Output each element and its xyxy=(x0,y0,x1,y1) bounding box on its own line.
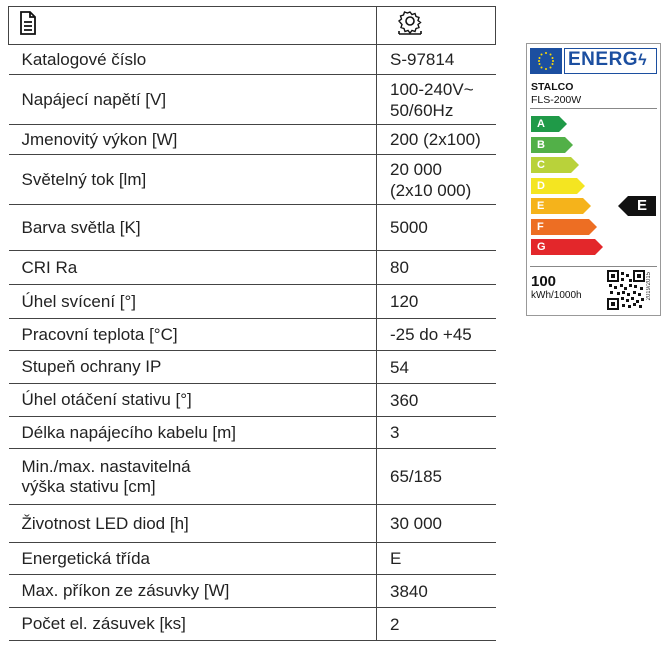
spec-label: Max. příkon ze zásuvky [W] xyxy=(21,581,230,600)
spec-value: E xyxy=(377,543,496,575)
spec-value: 100-240V~ 50/60Hz xyxy=(377,75,496,125)
spec-label: Pracovní teplota [°C] xyxy=(21,324,178,344)
energy-label-model: FLS-200W xyxy=(531,94,582,106)
spec-label: Napájecí napětí [V] xyxy=(21,89,167,109)
spec-row xyxy=(9,285,496,319)
spec-value: 3840 xyxy=(377,575,496,608)
spec-label: Energetická třída xyxy=(21,548,151,568)
spec-value: 120 xyxy=(377,285,496,319)
spec-row xyxy=(9,319,496,351)
spec-row xyxy=(9,505,496,543)
spec-value: 200 (2x100) xyxy=(377,125,496,155)
gear-icon xyxy=(397,9,423,42)
spec-value: 30 000 xyxy=(377,505,496,543)
spec-value: 80 xyxy=(377,251,496,285)
spec-row xyxy=(9,155,496,205)
spec-row xyxy=(9,543,496,575)
spec-label: Min./max. nastavitelná výška stativu [cm] xyxy=(21,456,191,496)
energy-label-divider xyxy=(530,266,657,267)
spec-header-row xyxy=(9,7,496,45)
energy-class-arrow-a: A xyxy=(531,116,559,132)
spec-row xyxy=(9,351,496,384)
spec-row xyxy=(9,205,496,251)
spec-value: 5000 xyxy=(377,205,496,251)
spec-label: Barva světla [K] xyxy=(21,217,141,237)
energy-consumption-unit: kWh/1000h xyxy=(531,290,582,301)
energy-class-arrow-e: E xyxy=(531,198,583,214)
spec-row xyxy=(9,75,496,125)
spec-label: Světelný tok [lm] xyxy=(21,169,147,189)
document-icon xyxy=(16,10,38,41)
energy-label-regulation: 2019/2015 xyxy=(646,272,652,301)
energy-class-arrow-c: C xyxy=(531,157,571,173)
spec-value: 360 xyxy=(377,384,496,417)
spec-row xyxy=(9,608,496,641)
spec-label: CRI Ra xyxy=(21,257,78,277)
spec-label: Úhel svícení [°] xyxy=(21,291,137,311)
spec-label: Délka napájecího kabelu [m] xyxy=(21,422,237,442)
energy-class-indicator: E xyxy=(628,196,656,216)
energy-label-brand: STALCO xyxy=(531,81,574,93)
spec-value: -25 do +45 xyxy=(377,319,496,351)
energy-consumption-value: 100 xyxy=(531,273,557,290)
energy-label xyxy=(526,43,661,316)
spec-label: Katalogové číslo xyxy=(21,49,147,69)
energy-label-header xyxy=(530,48,657,74)
energy-class-arrow-d: D xyxy=(531,178,577,194)
spec-header-label-cell xyxy=(9,7,377,45)
spec-value: 20 000 (2x10 000) xyxy=(377,155,496,205)
spec-table xyxy=(8,6,496,641)
energy-class-arrow-f: F xyxy=(531,219,589,235)
spec-value: S-97814 xyxy=(377,45,496,75)
spec-row xyxy=(9,449,496,505)
spec-row xyxy=(9,251,496,285)
spec-label: Stupeň ochrany IP xyxy=(21,357,162,376)
spec-label: Jmenovitý výkon [W] xyxy=(21,129,178,149)
energy-class-arrow-b: B xyxy=(531,137,565,153)
spec-value: 3 xyxy=(377,417,496,449)
spec-header-value-cell xyxy=(377,7,496,45)
energy-label-divider xyxy=(530,108,657,109)
spec-row xyxy=(9,384,496,417)
energy-label-title: ENERGϟ xyxy=(564,48,657,74)
energy-class-arrow-g: G xyxy=(531,239,595,255)
spec-value: 2 xyxy=(377,608,496,641)
spec-value: 65/185 xyxy=(377,449,496,505)
spec-label: Počet el. zásuvek [ks] xyxy=(21,614,186,633)
qr-code-icon xyxy=(607,270,645,310)
spec-label: Životnost LED diod [h] xyxy=(21,513,189,533)
spec-row xyxy=(9,417,496,449)
spec-label: Úhel otáčení stativu [°] xyxy=(21,390,192,409)
spec-row xyxy=(9,45,496,75)
spec-row xyxy=(9,125,496,155)
spec-row xyxy=(9,575,496,608)
eu-flag-icon xyxy=(530,48,562,74)
spec-value: 54 xyxy=(377,351,496,384)
